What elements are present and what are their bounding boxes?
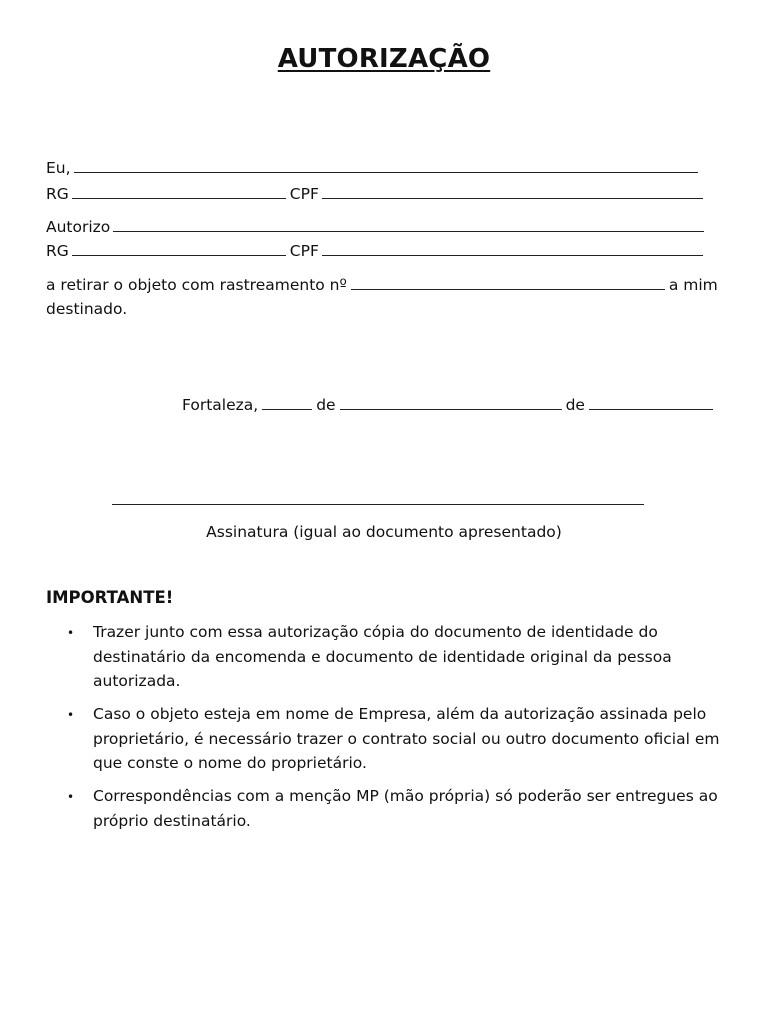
authorizer-rg-blank[interactable] — [72, 182, 286, 199]
authorizer-name-line — [46, 156, 698, 180]
month-blank[interactable] — [340, 393, 562, 410]
important-heading: IMPORTANTE! — [46, 588, 174, 607]
authorizer-label: Eu, — [46, 159, 71, 177]
authorizer-name-blank[interactable] — [74, 156, 698, 173]
authorized-rg-label: RG — [46, 242, 69, 260]
year-blank[interactable] — [589, 393, 713, 410]
authorized-name-blank[interactable] — [113, 215, 704, 232]
signature-caption: Assinatura (igual ao documento apresentado) — [206, 523, 562, 541]
bullet-icon: • — [67, 708, 75, 722]
tracking-number-blank[interactable] — [351, 273, 665, 290]
notes-list — [46, 620, 726, 842]
authorized-id-line — [46, 239, 703, 263]
date-de-2: de — [565, 396, 585, 414]
tracking-text-before: a retirar o objeto com rastreamento nº — [46, 276, 347, 294]
note-text: Correspondências com a menção MP (mão própria) só poderão ser entregues ao próprio destinatário. — [93, 787, 718, 830]
authorized-label: Autorizo — [46, 218, 111, 236]
authorized-rg-blank[interactable] — [72, 239, 286, 256]
bullet-icon: • — [67, 626, 75, 640]
tracking-text-after: a mim destinado. — [46, 276, 718, 318]
day-blank[interactable] — [262, 393, 312, 410]
date-line — [182, 393, 722, 417]
date-de-1: de — [316, 396, 336, 414]
authorizer-cpf-blank[interactable] — [322, 182, 703, 199]
authorized-name-line — [46, 215, 704, 239]
tracking-paragraph — [46, 273, 722, 321]
authorized-cpf-label: CPF — [289, 242, 319, 260]
note-text: Caso o objeto esteja em nome de Empresa, além da autorização assinada pelo proprietário, é necessário trazer o contrato social ou outro documento oficial em que conste o nome do proprietário. — [93, 705, 720, 772]
authorizer-rg-label: RG — [46, 185, 69, 203]
list-item — [46, 784, 726, 833]
authorizer-id-line — [46, 182, 703, 206]
note-text: Trazer junto com essa autorização cópia do documento de identidade do destinatário da encomenda e documento de identidade original da pessoa autorizada. — [93, 623, 672, 690]
list-item — [46, 620, 726, 694]
list-item — [46, 702, 726, 776]
authorizer-cpf-label: CPF — [289, 185, 319, 203]
page-title: AUTORIZAÇÃO — [277, 44, 491, 74]
signature-line[interactable] — [112, 504, 644, 505]
city-label: Fortaleza, — [182, 396, 259, 414]
authorized-cpf-blank[interactable] — [322, 239, 703, 256]
bullet-icon: • — [67, 790, 75, 804]
